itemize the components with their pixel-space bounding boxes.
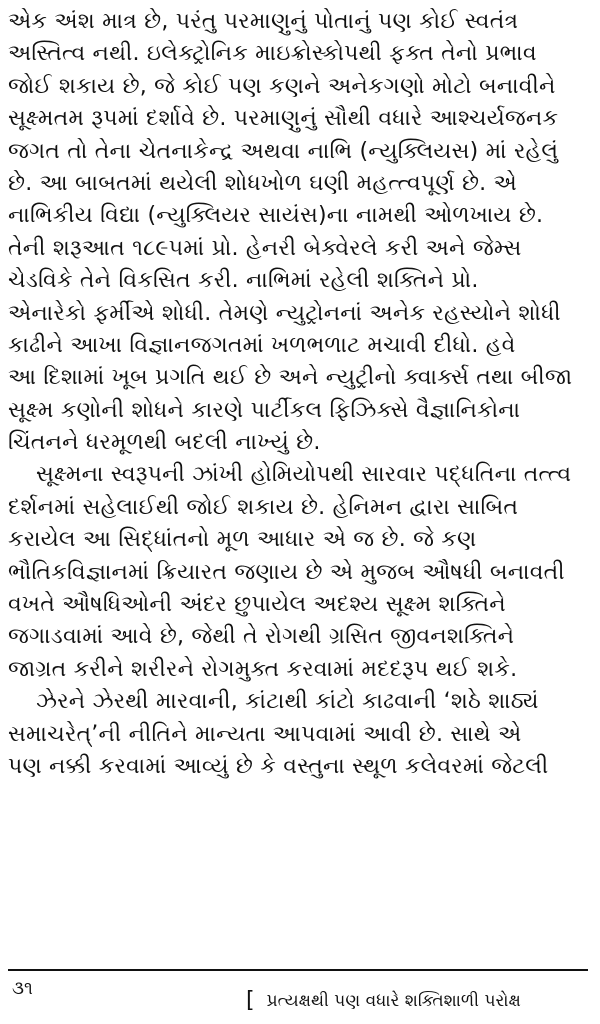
text-line: આ દિશામાં ખૂબ પ્રગતિ થઈ છે અને ન્યુટ્રીનો ક્વાર્ક્સ તથા બીજા	[8, 365, 573, 391]
running-footer	[246, 988, 590, 1016]
text-line: જગાડવામાં આવે છે, જેથી તે રોગથી ગ્રસિત જીવનશક્તિને	[8, 624, 515, 650]
footer-bracket: [	[246, 988, 255, 1013]
text-line: સૂક્ષ્મતમ રૂપમાં દર્શાવે છે. પરમાણુનું સૌથી વધારે આશ્ચર્યજનક	[8, 106, 559, 132]
running-title: પ્રત્યક્ષથી પણ વધારે શક્તિશાળી પરોક્ષ	[266, 991, 521, 1011]
text-line: સૂક્ષ્મ કણોની શોધને કારણે પાર્ટીકલ ફિઝિક્સે વૈજ્ઞાનિકોના	[8, 397, 521, 423]
text-line: ચેડવિકે તેને વિકસિત કરી. નાભિમાં રહેલી શક્તિને પ્રો.	[8, 268, 479, 294]
text-line: તેની શરૂઆત ૧૮૯૫માં પ્રો. હેનરી બેક્વેરલે કરી અને જેમ્સ	[8, 235, 522, 261]
paragraph-first-line: ઝેરને ઝેરથી મારવાની, કાંટાથી કાંટો કાઢવાની ‘શઠે શાઠ્યં	[36, 689, 539, 715]
text-line: નાભિકીય વિદ્યા (ન્યુક્લિયર સાયંસ)ના નામથી ઓળખાય છે.	[8, 203, 544, 229]
paragraph-first-line: સૂક્ષ્મના સ્વરૂપની ઝાંખી હોમિયોપથી સારવાર પદ્ધતિના તત્ત્વ	[36, 462, 572, 488]
text-line: એનારેકો ફર્મીએ શોધી. તેમણે ન્યુટ્રોનનાં અનેક રહસ્યોને શોધી	[8, 300, 561, 326]
text-line: પણ નક્કી કરવામાં આવ્યું છે કે વસ્તુના સ્થૂળ કલેવરમાં જેટલી	[8, 753, 549, 779]
text-line: સમાચરેત્’ની નીતિને માન્યતા આપવામાં આવી છે. સાથે એ	[8, 721, 522, 747]
text-line: કાઢીને આખા વિજ્ઞાનજગતમાં ખળભળાટ મચાવી દીધો. હવે	[8, 332, 516, 358]
text-line: છે. આ બાબતમાં થયેલી શોધખોળ ઘણી મહત્ત્વપૂર્ણ છે. એ	[8, 170, 517, 196]
text-line: અસ્તિત્વ નથી. ઇલેક્ટ્રોનિક માઇક્રોસ્કોપથી ફક્ત તેનો પ્રભાવ	[8, 41, 537, 67]
text-line: જગત તો તેના ચેતનાકેન્દ્ર અથવા નાભિ (ન્યુક્લિયસ) માં રહેલું	[8, 138, 559, 164]
text-line: દર્શનમાં સહેલાઈથી જોઈ શકાય છે. હેનિમન દ્વારા સાબિત	[8, 494, 519, 520]
text-line: જોઈ શકાય છે, જે કોઈ પણ કણને અનેકગણો મોટો બનાવીને	[8, 73, 556, 99]
footer-rule	[8, 969, 588, 971]
text-line: જાગ્રત કરીને શરીરને રોગમુક્ત કરવામાં મદદરૂપ થઈ શકે.	[8, 656, 518, 682]
text-line: વખતે ઔષધિઓની અંદર છુપાયેલ અદશ્ય સૂક્ષ્મ શક્તિને	[8, 592, 506, 618]
body-text	[8, 6, 596, 783]
page-number: ૩૧	[12, 978, 33, 999]
text-line: ભૌતિકવિજ્ઞાનમાં ક્રિયારત જણાય છે એ મુજબ ઔષધી બનાવતી	[8, 559, 565, 585]
text-line: ચિંતનને ધરમૂળથી બદલી નાખ્યું છે.	[8, 430, 321, 456]
text-line: કરાયેલ આ સિદ્ધાંતનો મૂળ આધાર એ જ છે. જે કણ	[8, 527, 477, 553]
text-line: એક અંશ માત્ર છે, પરંતુ પરમાણુનું પોતાનું પણ કોઈ સ્વતંત્ર	[8, 9, 519, 34]
